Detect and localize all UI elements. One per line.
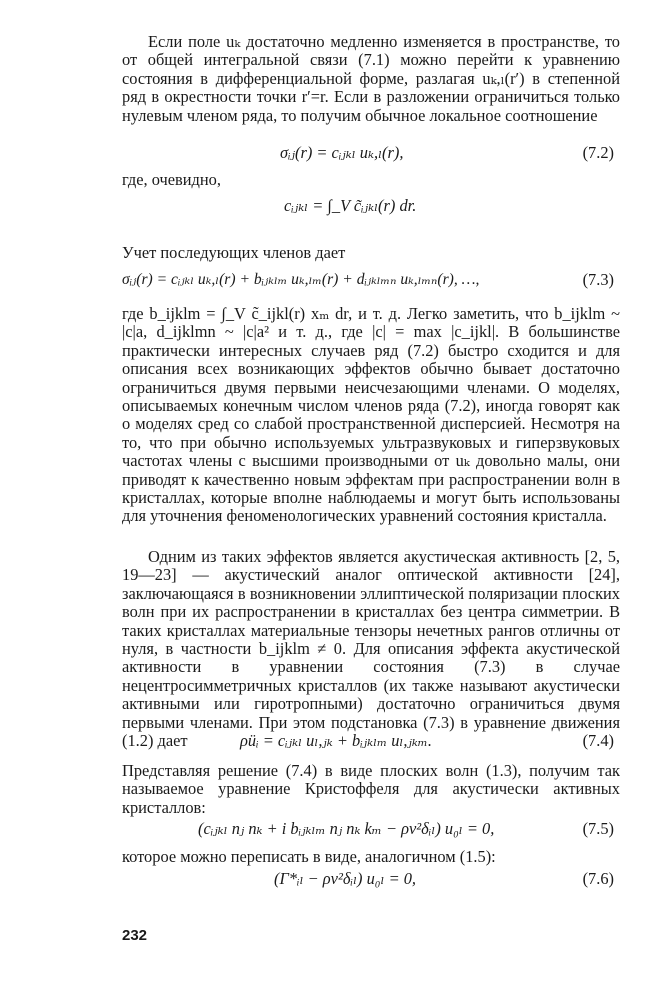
paragraph-rewrite: которое можно переписать в виде, аналогичном (1.5): bbox=[122, 847, 496, 866]
equation-c-ijkl bbox=[122, 195, 620, 217]
equation-number: (7.3) bbox=[582, 270, 614, 289]
equation-7-6 bbox=[122, 868, 620, 890]
equation-number: (7.4) bbox=[582, 731, 614, 750]
paragraph-acoustic-activity: Одним из таких эффектов является акустическая активность [2, 5, 19—23] — акустический аналог оптической активности [24], заключающаяся в возникновении эллиптической поляризации плоских волн при их распространении в кристаллах без центра симметрии. В таких кристаллах материальные тензоры нечетных рангов отличны от нуля, в частности b_ijklm ≠ 0. Для описания эффекта акустической активности в уравнении состояния (7.3) в случае нецентросимметричных кристаллов (их также называют акустически активными или гиротропными) достаточно ограничиться двумя первыми членами. При этом подстановка (7.3) в уравнение движения (1.2) дает bbox=[122, 547, 620, 751]
paragraph-intro: Если поле uₖ достаточно медленно изменяется в пространстве, то от общей интегральной связи (7.1) можно перейти к уравнению состояния в дифференциальной форме, разлагая uₖ,ₗ(r′) в степенной ряд в окрестности точки r′=r. Если в разложении ограничиться только нулевым членом ряда, то получим обычное локальное соотношение bbox=[122, 32, 620, 125]
equation-formula: σᵢⱼ(r) = cᵢⱼₖₗ uₖ,ₗ(r) + bᵢⱼₖₗₘ uₖ,ₗₘ(r) + dᵢⱼₖₗₘₙ uₖ,ₗₘₙ(r), …, bbox=[122, 271, 480, 288]
equation-formula: cᵢⱼₖₗ = ∫_V c̃ᵢⱼₖₗ(r) dr. bbox=[284, 196, 417, 215]
equation-number: (7.2) bbox=[582, 143, 614, 162]
paragraph-following-terms: Учет последующих членов дает bbox=[122, 243, 346, 262]
page-number: 232 bbox=[122, 927, 148, 944]
equation-7-5 bbox=[122, 818, 620, 840]
equation-formula: σᵢⱼ(r) = cᵢⱼₖₗ uₖ,ₗ(r), bbox=[280, 143, 404, 162]
paragraph-plane-waves: Представляя решение (7.4) в виде плоских волн (1.3), получим так называемое уравнение Кристоффеля для акустически активных кристаллов: bbox=[122, 761, 620, 817]
paragraph-where-b: где b_ijklm = ∫_V c̃_ijkl(r) xₘ dr, и т. д. Легко заметить, что b_ijklm ~ |c|a, d_ijklmn ~ |c|a² и т. д., где |c| = max |c_ijkl|. В большинстве практически интересных случаев ряд (7.2) быстро сходится и для описания всех возникающих эффектов обычно бывает достаточно ограничиться двумя первыми неисчезающими членами. О моделях, описываемых конечным числом членов ряда (7.2), иногда говорят как о моделях сред со слабой пространственной дисперсией. Несмотря на то, что при обычно используемых ультразвуковых и гиперзвуковых частотах члены с высшими производными от uₖ довольно малы, они приводят к качественно новым эффектам при распространении волн в кристаллах, которые вполне наблюдаемы и могут быть использованы для уточнения феноменологических уравнений состояния кристалла. bbox=[122, 304, 620, 526]
equation-number: (7.6) bbox=[582, 869, 614, 888]
equation-7-3 bbox=[122, 269, 620, 291]
equation-number: (7.5) bbox=[582, 819, 614, 838]
equation-formula: (Γ*ᵢₗ − ρv²δᵢₗ) u₀ₗ = 0, bbox=[274, 869, 417, 888]
equation-7-4 bbox=[122, 730, 620, 752]
equation-7-2 bbox=[122, 142, 620, 164]
equation-formula: ρüᵢ = cᵢⱼₖₗ uₗ,ⱼₖ + bᵢⱼₖₗₘ uₗ,ⱼₖₘ. bbox=[240, 731, 432, 750]
equation-formula: (cᵢⱼₖₗ nⱼ nₖ + i bᵢⱼₖₗₘ nⱼ nₖ kₘ − ρv²δᵢₗ) u₀ₗ = 0, bbox=[198, 819, 495, 838]
paragraph-where-obviously: где, очевидно, bbox=[122, 170, 221, 189]
